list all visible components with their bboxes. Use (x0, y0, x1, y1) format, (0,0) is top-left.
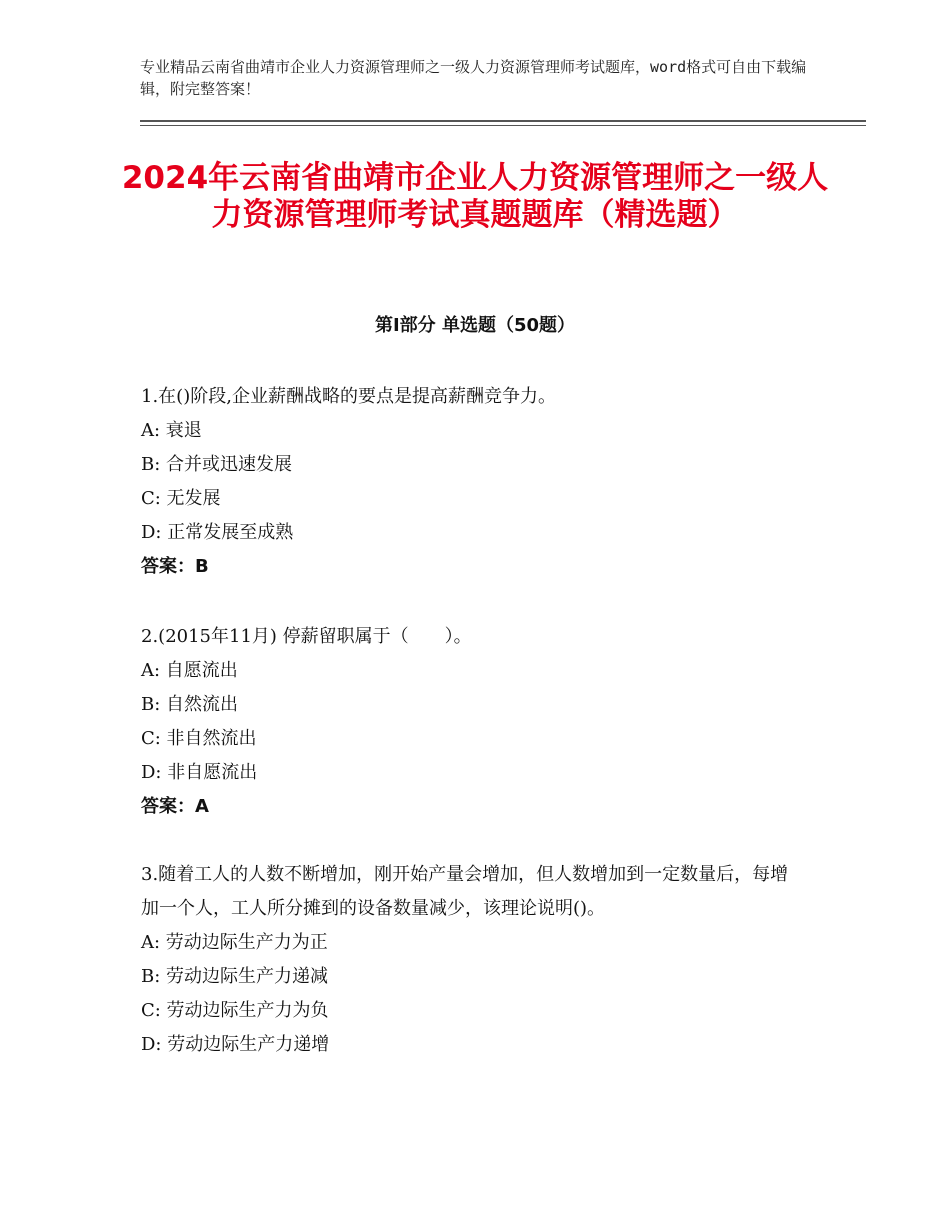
document-title: 2024年云南省曲靖市企业人力资源管理师之一级人力资源管理师考试真题题库（精选题） (121, 160, 829, 233)
option-c: C: 非自然流出 (141, 728, 257, 749)
question-stem: 1.在()阶段,企业薪酬战略的要点是提高薪酬竞争力。 (141, 386, 556, 407)
question-stem: 2.(2015年11月) 停薪留职属于（ ）。 (141, 626, 472, 647)
option-a: A: 自愿流出 (141, 660, 238, 681)
question-stem: 3.随着工人的人数不断增加，刚开始产量会增加，但人数增加到一定数量后，每增加一个人，工人所分摊到的设备数量减少，该理论说明()。 (141, 864, 789, 919)
option-a: A: 劳动边际生产力为正 (141, 932, 328, 953)
question-2 (141, 620, 801, 824)
question-3 (141, 858, 801, 1062)
option-c: C: 劳动边际生产力为负 (141, 1000, 329, 1021)
option-c: C: 无发展 (141, 488, 221, 509)
answer: 答案：B (141, 556, 209, 577)
option-d: D: 正常发展至成熟 (141, 522, 294, 543)
option-d: D: 劳动边际生产力递增 (141, 1034, 330, 1055)
option-b: B: 自然流出 (141, 694, 239, 715)
header-rule-thin (140, 125, 866, 126)
option-b: B: 劳动边际生产力递减 (141, 966, 329, 987)
option-a: A: 衰退 (141, 420, 202, 441)
option-b: B: 合并或迅速发展 (141, 454, 293, 475)
header-note: 专业精品云南省曲靖市企业人力资源管理师之一级人力资源管理师考试题库，word格式可自由下载编辑，附完整答案！ (140, 58, 807, 98)
answer: 答案：A (141, 796, 209, 817)
question-1 (141, 380, 801, 584)
option-d: D: 非自愿流出 (141, 762, 258, 783)
header-rule-thick (140, 120, 866, 122)
section-title: 第Ⅰ部分 单选题（50题） (374, 315, 575, 336)
